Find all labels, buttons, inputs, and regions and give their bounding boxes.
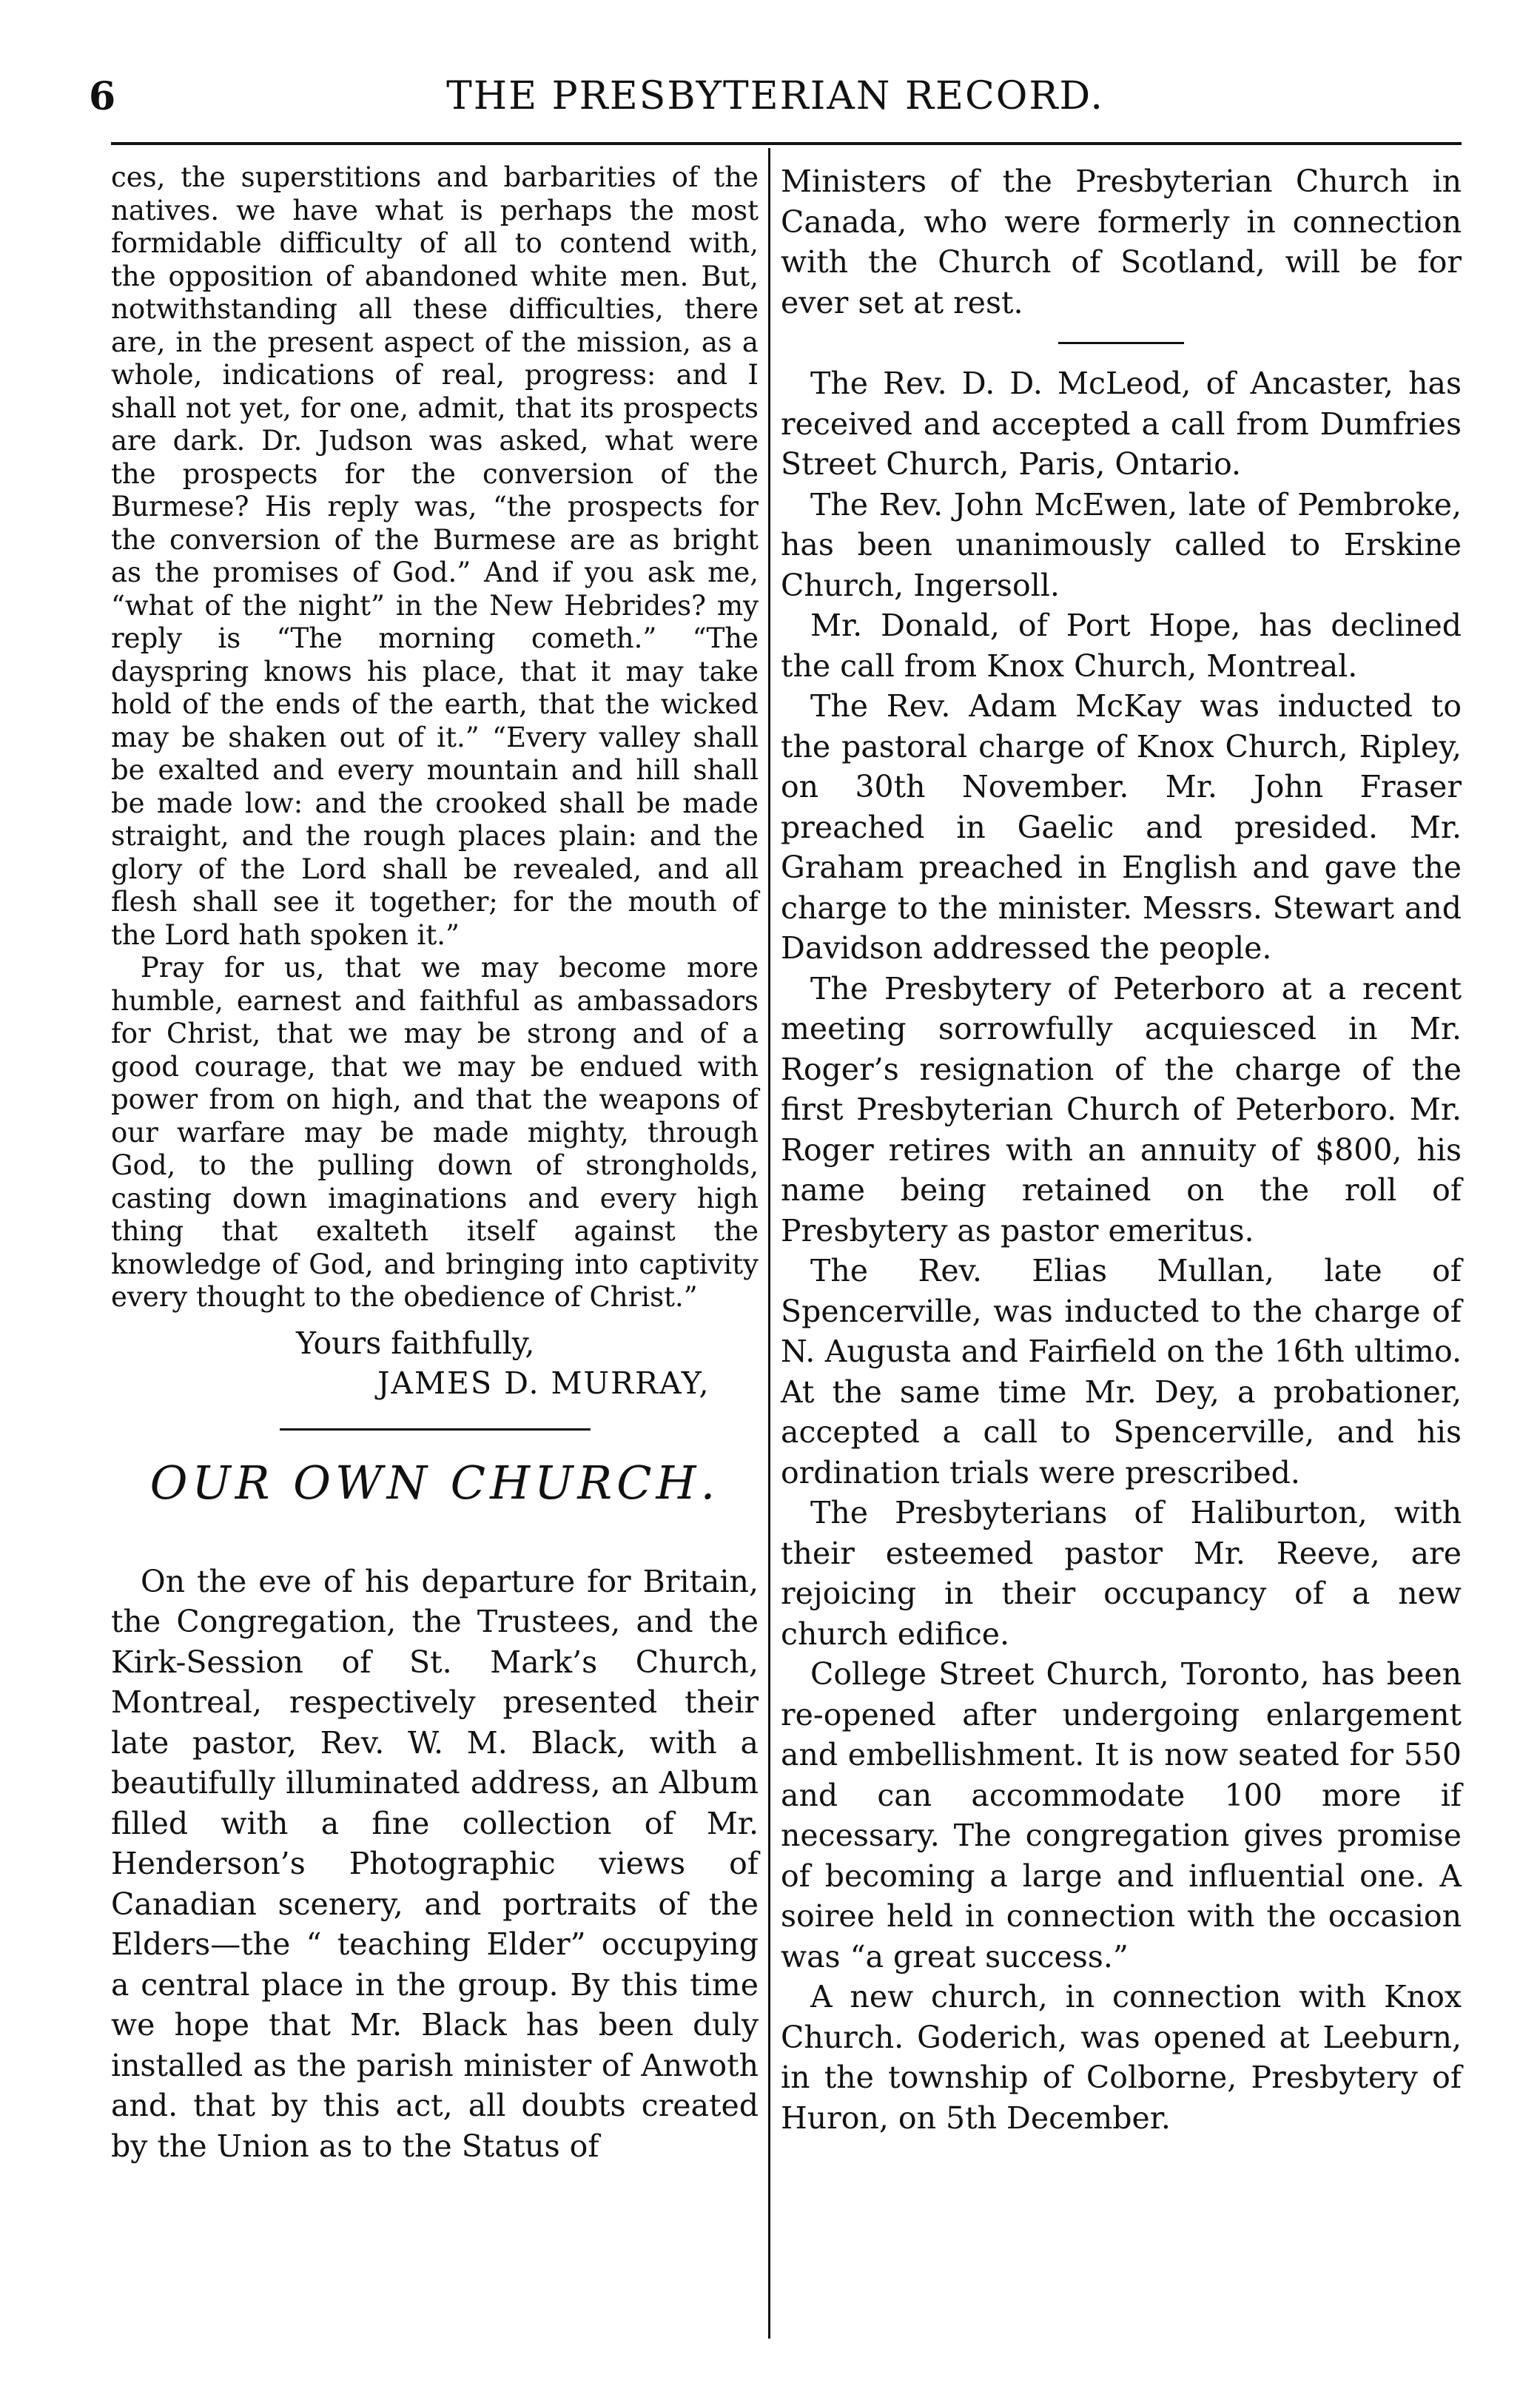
news-item: The Rev. D. D. McLeod, of Ancaster, has received and accepted a call from Dumfries Street Church, Paris, Ontario.: [781, 366, 1462, 482]
right-column: [781, 161, 1462, 2138]
item-rule: [1058, 342, 1184, 344]
left-column: [111, 161, 759, 2166]
news-item: Mr. Donald, of Port Hope, has declined the call from Knox Church, Montreal.: [781, 608, 1462, 684]
section-rule: [280, 1428, 591, 1431]
column-divider: [768, 148, 770, 2339]
header-rule: [111, 142, 1462, 145]
article-paragraph: On the eve of his departure for Britain, the Congregation, the Trustees, and the Kirk-Session of St. Mark’s Church, Montreal, respectively presented their late pastor, Rev. W. M. Black, with a beautifully illuminated address, an Album filled with a fine collection of Mr. Henderson’s Photographic views of Canadian scenery, and portraits of the Elders—the “ teaching Elder” occupying a central place in the group. By this time we hope that Mr. Black has been duly installed as the parish minister of Anwoth and. that by this act, all doubts created by the Union as to the Status of: [111, 1563, 759, 2164]
letter-signoff: [111, 1323, 759, 1403]
section-title: OUR OWN CHURCH.: [149, 1455, 720, 1510]
signature: JAMES D. MURRAY,: [377, 1365, 710, 1401]
news-item: The Presbyterians of Haliburton, with their esteemed pastor Mr. Reeve, are rejoicing in their occupancy of a new church edifice.: [781, 1495, 1462, 1652]
letter-paragraph: ces, the superstitions and barbarities of the natives. we have what is perhaps the most formidable difficulty of all to contend with, the opposition of abandoned white men. But, notwithstanding all these difficulties, there are, in the present aspect of the mission, as a whole, indications of real, progress: and I shall not yet, for one, admit, that its prospects are dark. Dr. Judson was asked, what were the prospects for the conversion of the Burmese? His reply was, “the prospects for the conversion of the Burmese are as bright as the promises of God.” And if you ask me, “what of the night” in the New Hebrides? my reply is “The morning cometh.” “The dayspring knows his place, that it may take hold of the ends of the earth, that the wicked may be shaken out of it.” “Every valley shall be exalted and every mountain and hill shall be made low: and the crooked shall be made straight, and the rough places plain: and the glory of the Lord shall be revealed, and all flesh shall see it together; for the mouth of the Lord hath spoken it.”: [111, 161, 759, 951]
closing-line: Yours faithfully,: [296, 1325, 535, 1361]
running-title: THE PRESBYTERIAN RECORD.: [446, 74, 1104, 118]
page-header: [89, 74, 1462, 141]
news-item: The Rev. Adam McKay was inducted to the pastoral charge of Knox Church, Ripley, on 30th November. Mr. John Fraser preached in Gaelic and presided. Mr. Graham preached in English and gave the charge to the minister. Messrs. Stewart and Davidson addressed the people.: [781, 688, 1462, 966]
news-item: The Presbytery of Peterboro at a recent meeting sorrowfully acquiesced in Mr. Roger’s resignation of the charge of the first Presbyterian Church of Peterboro. Mr. Roger retires with an annuity of $800, his name being retained on the roll of Presbytery as pastor emeritus.: [781, 970, 1462, 1248]
news-item: College Street Church, Toronto, has been re-opened after undergoing enlargement and embellishment. It is now seated for 550 and can accommodate 100 more if necessary. The congregation gives promise of becoming a large and influential one. A soiree held in connection with the occasion was “a great success.”: [781, 1656, 1462, 1974]
continuation-paragraph: Ministers of the Presbyterian Church in Canada, who were formerly in connection with the Church of Scotland, will be for ever set at rest.: [781, 164, 1462, 320]
news-item: The Rev. John McEwen, late of Pembroke, has been unanimously called to Erskine Church, Ingersoll.: [781, 486, 1462, 603]
page-number: 6: [89, 74, 116, 119]
news-item: A new church, in connection with Knox Church. Goderich, was opened at Leeburn, in the township of Colborne, Presbytery of Huron, on 5th December.: [781, 1979, 1462, 2136]
prayer-paragraph: Pray for us, that we may become more humble, earnest and faithful as ambassadors for Christ, that we may be strong and of a good courage, that we may be endued with power from on high, and that the weapons of our warfare may be made mighty, through God, to the pulling down of strongholds, casting down imaginations and every high thing that exalteth itself against the knowledge of God, and bringing into captivity every thought to the obedience of Christ.”: [111, 952, 759, 1313]
news-item: The Rev. Elias Mullan, late of Spencerville, was inducted to the charge of N. Augusta and Fairfield on the 16th ultimo. At the same time Mr. Dey, a probationer, accepted a call to Spencerville, and his ordination trials were prescribed.: [781, 1253, 1462, 1490]
